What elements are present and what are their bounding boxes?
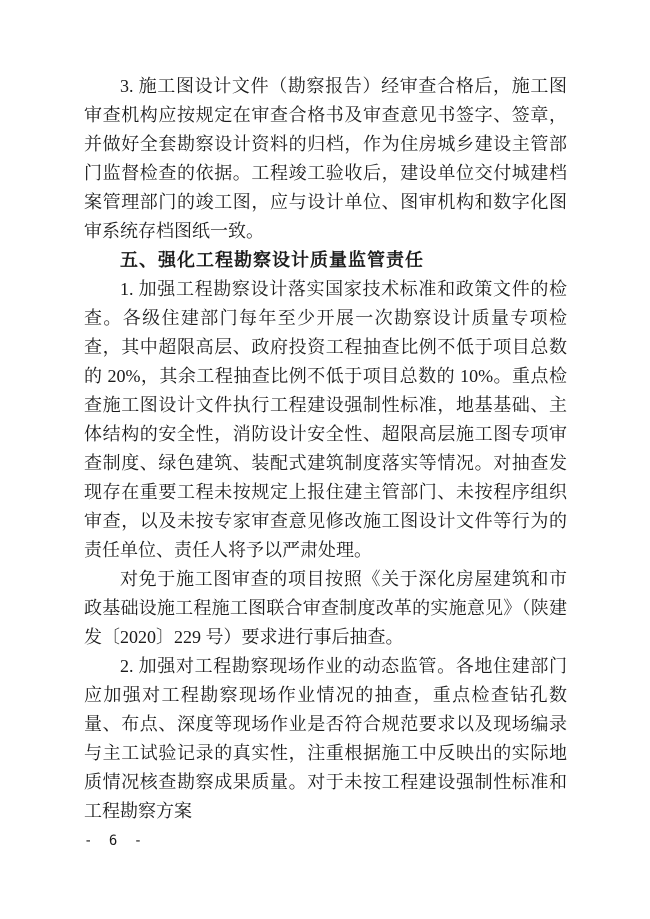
paragraph-jiaqiang-jiancha: 1. 加强工程勘察设计落实国家技术标准和政策文件的检查。各级住建部门每年至少开展一次勘察设计质量专项检查，其中超限高层、政府投资工程抽查比例不低于项目总数的 20%，其余工程抽查比例不低于项目总数的 10%。重点检查施工图设计文件执行工程建设强制性标准，地基基础、主体结构的安全性，消防设计安全性、超限高层施工图专项审查制度、绿色建筑、装配式建筑制度落实等情况。对抽查发现存在重要工程未按规定上报住建主管部门、未按程序组织审查，以及未按专家审查意见修改施工图设计文件等行为的责任单位、责任人将予以严肃处理。 [84,279,567,560]
document-body [84,72,567,826]
paragraph-shigongtu-shenchahege: 3. 施工图设计文件（勘察报告）经审查合格后，施工图审查机构应按规定在审查合格书及审查意见书签字、签章，并做好全套勘察设计资料的归档，作为住房城乡建设主管部门监督检查的依据。工程竣工验收后，建设单位交付城建档案管理部门的竣工图，应与设计单位、图审机构和数字化图审系统存档图纸一致。 [84,76,567,241]
paragraph-xianchang-zuoye: 2. 加强对工程勘察现场作业的动态监管。各地住建部门应加强对工程勘察现场作业情况的抽查，重点检查钻孔数量、布点、深度等现场作业是否符合规范要求以及现场编录与主工试验记录的真实性，注重根据施工中反映出的实际地质情况核查勘察成果质量。对于未按工程建设强制性标准和工程勘察方案 [84,656,567,821]
page-number: - 6 - [84,833,147,849]
paragraph-mianyu-shencha: 对免于施工图审查的项目按照《关于深化房屋建筑和市政基础设施工程施工图联合审查制度改革的实施意见》（陕建发〔2020〕229 号）要求进行事后抽查。 [84,569,567,647]
section-heading-five: 五、强化工程勘察设计质量监管责任 [120,250,424,270]
